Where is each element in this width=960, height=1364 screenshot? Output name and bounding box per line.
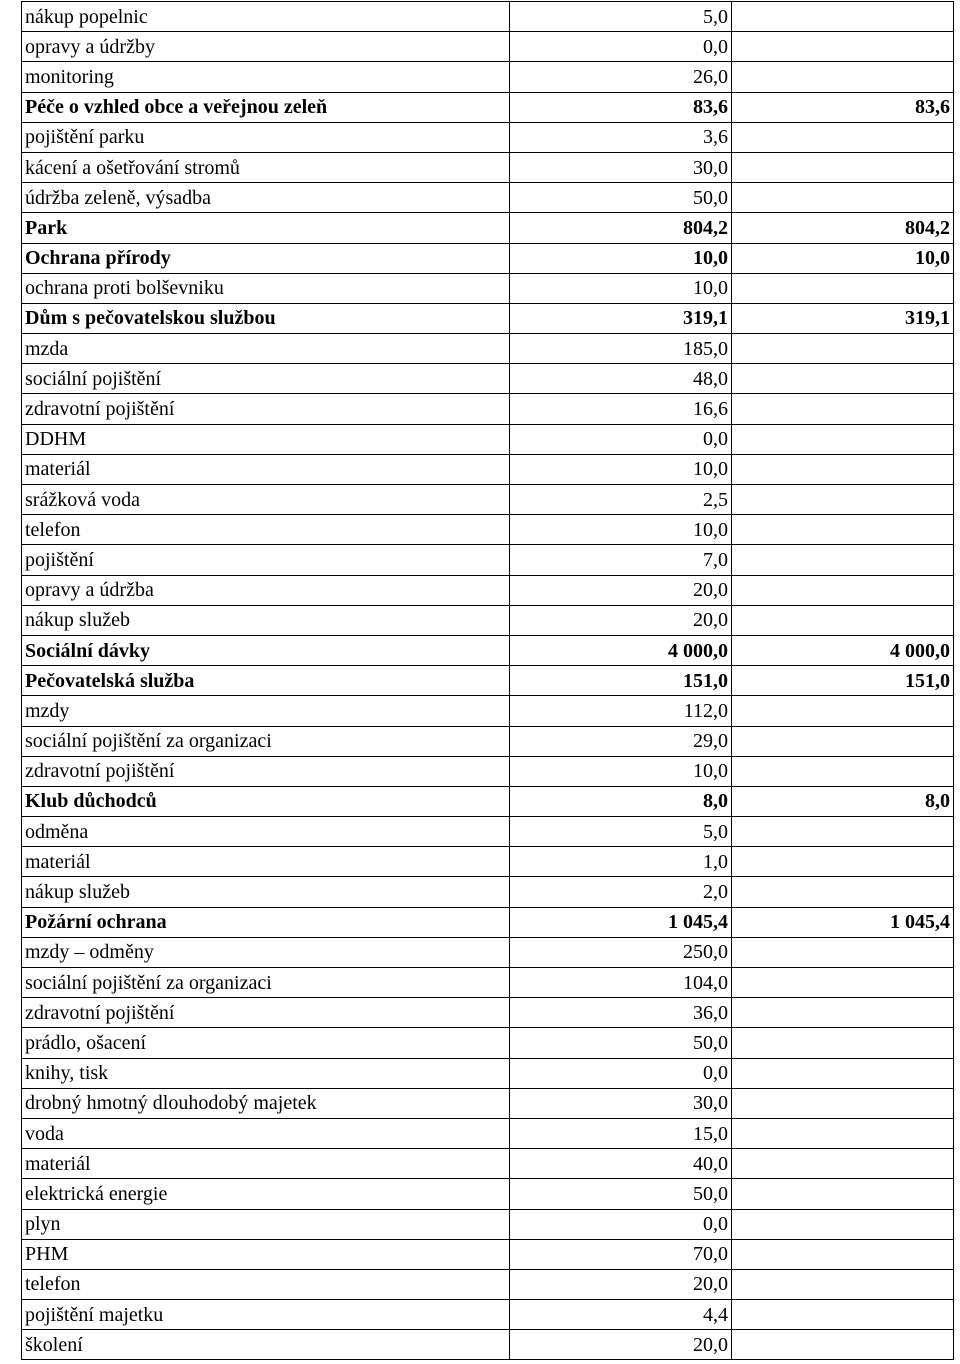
row-label: PHM (22, 1239, 510, 1269)
table-row (22, 817, 954, 847)
row-total (732, 968, 954, 998)
row-amount: 30,0 (510, 1088, 732, 1118)
table-row (22, 1269, 954, 1299)
row-label: mzdy – odměny (22, 937, 510, 967)
row-label: zdravotní pojištění (22, 998, 510, 1028)
row-amount: 10,0 (510, 243, 732, 273)
row-total (732, 1179, 954, 1209)
row-total (732, 696, 954, 726)
row-label: nákup služeb (22, 877, 510, 907)
row-label: Park (22, 213, 510, 243)
row-total: 83,6 (732, 92, 954, 122)
table-row (22, 545, 954, 575)
row-amount: 7,0 (510, 545, 732, 575)
row-label: ochrana proti bolševniku (22, 273, 510, 303)
row-amount: 10,0 (510, 273, 732, 303)
row-amount: 36,0 (510, 998, 732, 1028)
table-row (22, 575, 954, 605)
row-total: 151,0 (732, 666, 954, 696)
row-amount: 10,0 (510, 515, 732, 545)
table-row (22, 424, 954, 454)
row-amount: 20,0 (510, 1330, 732, 1360)
row-label: sociální pojištění za organizaci (22, 968, 510, 998)
row-label: materiál (22, 1149, 510, 1179)
row-label: Pečovatelská služba (22, 666, 510, 696)
row-amount: 20,0 (510, 605, 732, 635)
row-amount: 16,6 (510, 394, 732, 424)
table-row (22, 1300, 954, 1330)
row-total: 804,2 (732, 213, 954, 243)
row-total (732, 1330, 954, 1360)
row-amount: 4 000,0 (510, 635, 732, 665)
row-label: Klub důchodců (22, 786, 510, 816)
row-amount: 50,0 (510, 1179, 732, 1209)
row-total (732, 756, 954, 786)
row-total: 1 045,4 (732, 907, 954, 937)
section-row (22, 213, 954, 243)
table-row (22, 454, 954, 484)
table-row (22, 756, 954, 786)
table-row (22, 122, 954, 152)
row-label: pojištění majetku (22, 1300, 510, 1330)
row-total: 319,1 (732, 303, 954, 333)
row-label: prádlo, ošacení (22, 1028, 510, 1058)
row-amount: 50,0 (510, 1028, 732, 1058)
row-label: drobný hmotný dlouhodobý majetek (22, 1088, 510, 1118)
row-label: mzdy (22, 696, 510, 726)
row-total (732, 1088, 954, 1118)
row-amount: 2,0 (510, 877, 732, 907)
row-amount: 30,0 (510, 152, 732, 182)
row-label: Ochrana přírody (22, 243, 510, 273)
row-label: nákup služeb (22, 605, 510, 635)
table-row (22, 1179, 954, 1209)
row-amount: 83,6 (510, 92, 732, 122)
table-row (22, 364, 954, 394)
table-row (22, 1088, 954, 1118)
row-amount: 0,0 (510, 1209, 732, 1239)
table-row (22, 32, 954, 62)
row-label: opravy a údržba (22, 575, 510, 605)
table-row (22, 183, 954, 213)
row-amount: 4,4 (510, 1300, 732, 1330)
table-row (22, 62, 954, 92)
row-amount: 10,0 (510, 756, 732, 786)
table-row (22, 485, 954, 515)
table-row (22, 605, 954, 635)
row-total (732, 152, 954, 182)
row-total (732, 1118, 954, 1148)
section-row (22, 92, 954, 122)
row-total (732, 998, 954, 1028)
row-label: Péče o vzhled obce a veřejnou zeleň (22, 92, 510, 122)
row-total (732, 273, 954, 303)
row-total (732, 817, 954, 847)
row-label: pojištění parku (22, 122, 510, 152)
row-amount: 804,2 (510, 213, 732, 243)
table-row (22, 2, 954, 32)
row-label: kácení a ošetřování stromů (22, 152, 510, 182)
table-row (22, 1239, 954, 1269)
row-label: Dům s pečovatelskou službou (22, 303, 510, 333)
table-row (22, 696, 954, 726)
section-row (22, 666, 954, 696)
row-label: pojištění (22, 545, 510, 575)
table-row (22, 273, 954, 303)
row-amount: 50,0 (510, 183, 732, 213)
row-amount: 112,0 (510, 696, 732, 726)
row-label: plyn (22, 1209, 510, 1239)
table-row (22, 394, 954, 424)
row-total (732, 1149, 954, 1179)
section-row (22, 243, 954, 273)
row-total (732, 1300, 954, 1330)
row-label: sociální pojištění (22, 364, 510, 394)
row-total (732, 2, 954, 32)
table-row (22, 1028, 954, 1058)
row-total: 10,0 (732, 243, 954, 273)
table-row (22, 1118, 954, 1148)
row-total (732, 575, 954, 605)
row-amount: 26,0 (510, 62, 732, 92)
section-row (22, 635, 954, 665)
row-amount: 2,5 (510, 485, 732, 515)
row-amount: 15,0 (510, 1118, 732, 1148)
row-total (732, 454, 954, 484)
row-total (732, 364, 954, 394)
row-amount: 70,0 (510, 1239, 732, 1269)
section-row (22, 303, 954, 333)
row-label: Požární ochrana (22, 907, 510, 937)
row-amount: 40,0 (510, 1149, 732, 1179)
row-total: 8,0 (732, 786, 954, 816)
row-amount: 5,0 (510, 2, 732, 32)
section-row (22, 786, 954, 816)
row-amount: 0,0 (510, 424, 732, 454)
row-label: školení (22, 1330, 510, 1360)
row-amount: 1,0 (510, 847, 732, 877)
row-label: knihy, tisk (22, 1058, 510, 1088)
row-total (732, 485, 954, 515)
row-total: 4 000,0 (732, 635, 954, 665)
table-row (22, 877, 954, 907)
row-total (732, 1058, 954, 1088)
row-total (732, 334, 954, 364)
table-row (22, 1330, 954, 1360)
row-amount: 20,0 (510, 1269, 732, 1299)
table-row (22, 1209, 954, 1239)
row-label: sociální pojištění za organizaci (22, 726, 510, 756)
row-label: telefon (22, 1269, 510, 1299)
row-amount: 8,0 (510, 786, 732, 816)
row-amount: 29,0 (510, 726, 732, 756)
row-amount: 10,0 (510, 454, 732, 484)
row-total (732, 394, 954, 424)
row-total (732, 605, 954, 635)
row-label: elektrická energie (22, 1179, 510, 1209)
row-amount: 151,0 (510, 666, 732, 696)
row-label: materiál (22, 847, 510, 877)
row-amount: 0,0 (510, 1058, 732, 1088)
row-amount: 185,0 (510, 334, 732, 364)
row-amount: 1 045,4 (510, 907, 732, 937)
row-total (732, 877, 954, 907)
row-total (732, 1239, 954, 1269)
row-label: mzda (22, 334, 510, 364)
row-amount: 5,0 (510, 817, 732, 847)
table-row (22, 847, 954, 877)
table-row (22, 515, 954, 545)
table-row (22, 1058, 954, 1088)
row-total (732, 32, 954, 62)
table-row (22, 152, 954, 182)
row-total (732, 937, 954, 967)
row-total (732, 1209, 954, 1239)
row-label: nákup popelnic (22, 2, 510, 32)
row-total (732, 545, 954, 575)
table-row (22, 937, 954, 967)
row-label: zdravotní pojištění (22, 756, 510, 786)
row-amount: 250,0 (510, 937, 732, 967)
row-label: údržba zeleně, výsadba (22, 183, 510, 213)
row-total (732, 424, 954, 454)
table-row (22, 334, 954, 364)
row-total (732, 1269, 954, 1299)
row-label: DDHM (22, 424, 510, 454)
row-label: odměna (22, 817, 510, 847)
row-amount: 3,6 (510, 122, 732, 152)
budget-table-body (22, 2, 954, 1360)
row-label: telefon (22, 515, 510, 545)
row-label: opravy a údržby (22, 32, 510, 62)
row-amount: 20,0 (510, 575, 732, 605)
table-row (22, 726, 954, 756)
row-total (732, 1028, 954, 1058)
row-total (732, 726, 954, 756)
row-total (732, 122, 954, 152)
row-label: Sociální dávky (22, 635, 510, 665)
row-label: materiál (22, 454, 510, 484)
row-total (732, 847, 954, 877)
row-amount: 0,0 (510, 32, 732, 62)
section-row (22, 907, 954, 937)
row-amount: 48,0 (510, 364, 732, 394)
row-label: srážková voda (22, 485, 510, 515)
table-row (22, 998, 954, 1028)
table-row (22, 968, 954, 998)
budget-table (21, 1, 954, 1360)
row-total (732, 183, 954, 213)
row-label: zdravotní pojištění (22, 394, 510, 424)
row-total (732, 515, 954, 545)
row-amount: 104,0 (510, 968, 732, 998)
row-total (732, 62, 954, 92)
row-amount: 319,1 (510, 303, 732, 333)
row-label: voda (22, 1118, 510, 1148)
row-label: monitoring (22, 62, 510, 92)
table-row (22, 1149, 954, 1179)
